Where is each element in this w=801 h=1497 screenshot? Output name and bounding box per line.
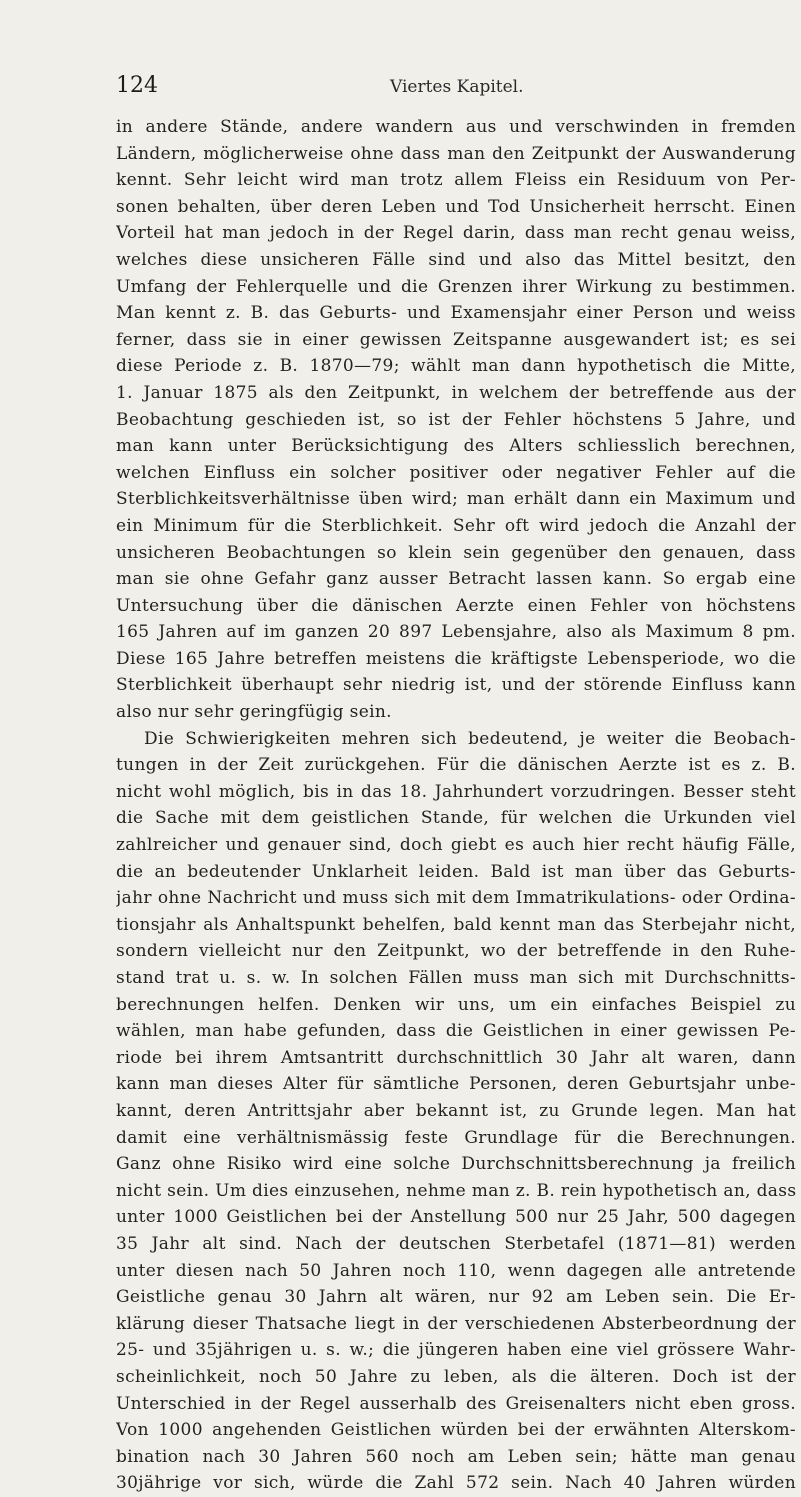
text-line: diese Periode z. B. 1870—79; wählt man dann hypothetisch die Mitte, (116, 356, 796, 377)
page-number: 124 (116, 73, 158, 98)
text-line: Man kennt z. B. das Geburts- und Examensjahr einer Person und weiss (116, 303, 796, 324)
text-line: Diese 165 Jahre betreffen meistens die kräftigste Lebensperiode, wo die (116, 648, 796, 669)
text-line: berechnungen helfen. Denken wir uns, um ein einfaches Beispiel zu (116, 994, 796, 1015)
text-line: 1. Januar 1875 als den Zeitpunkt, in welchem der betreffende aus der (116, 382, 796, 403)
text-line: welchen Einfluss ein solcher positiver oder negativer Fehler auf die (116, 462, 796, 483)
text-line: die Sache mit dem geistlichen Stande, für welchen die Urkunden viel (116, 808, 796, 829)
text-line: wählen, man habe gefunden, dass die Geistlichen in einer gewissen Pe- (116, 1021, 796, 1042)
text-line: Umfang der Fehlerquelle und die Grenzen ihrer Wirkung zu bestimmen. (116, 276, 796, 297)
text-line: Unterschied in der Regel ausserhalb des Greisenalters nicht eben gross. (116, 1393, 796, 1414)
text-line: kannt, deren Antrittsjahr aber bekannt ist, zu Grunde legen. Man hat (116, 1100, 796, 1121)
text-line: welches diese unsicheren Fälle sind und also das Mittel besitzt, den (116, 249, 796, 270)
text-line: riode bei ihrem Amtsantritt durchschnittlich 30 Jahr alt waren, dann (116, 1047, 796, 1068)
text-line: man sie ohne Gefahr ganz ausser Betracht lassen kann. So ergab eine (116, 569, 796, 590)
text-line: Ländern, möglicherweise ohne dass man den Zeitpunkt der Auswanderung (116, 143, 796, 164)
text-line: scheinlichkeit, noch 50 Jahre zu leben, als die älteren. Doch ist der (116, 1366, 796, 1387)
text-line: Untersuchung über die dänischen Aerzte einen Fehler von höchstens (116, 595, 796, 616)
text-line: die an bedeutender Unklarheit leiden. Bald ist man über das Geburts- (116, 861, 796, 882)
text-line: unsicheren Beobachtungen so klein sein gegenüber den genauen, dass (116, 542, 796, 563)
running-head: Viertes Kapitel. (390, 77, 524, 97)
text-line: sondern vielleicht nur den Zeitpunkt, wo der betreffende in den Ruhe- (116, 941, 796, 962)
text-line: damit eine verhältnismässig feste Grundlage für die Berechnungen. (116, 1127, 796, 1148)
body-text (116, 114, 796, 1497)
page-header (116, 62, 710, 96)
text-line: man kann unter Berücksichtigung des Alters schliesslich berechnen, (116, 436, 796, 457)
text-line: 165 Jahren auf im ganzen 20 897 Lebensjahre, also als Maximum 8 pm. (116, 622, 796, 643)
text-line: kennt. Sehr leicht wird man trotz allem Fleiss ein Residuum von Per- (116, 170, 796, 191)
text-line: sonen behalten, über deren Leben und Tod Unsicherheit herrscht. Einen (116, 196, 796, 217)
text-line: kann man dieses Alter für sämtliche Personen, deren Geburtsjahr unbe- (116, 1074, 796, 1095)
text-line: jahr ohne Nachricht und muss sich mit dem Immatrikulations- oder Ordina- (116, 888, 796, 909)
text-line: ferner, dass sie in einer gewissen Zeitspanne ausgewandert ist; es sei (116, 329, 796, 350)
text-line: Vorteil hat man jedoch in der Regel darin, dass man recht genau weiss, (116, 223, 796, 244)
text-line: unter diesen nach 50 Jahren noch 110, wenn dagegen alle antretende (116, 1260, 796, 1281)
text-line: in andere Stände, andere wandern aus und verschwinden in fremden (116, 117, 796, 137)
text-line: Ganz ohne Risiko wird eine solche Durchschnittsberechnung ja freilich (116, 1154, 796, 1175)
text-line: Die Schwierigkeiten mehren sich bedeutend, je weiter die Beobach- (144, 728, 796, 749)
text-line: 25- und 35jährigen u. s. w.; die jüngeren haben eine viel grössere Wahr- (116, 1340, 796, 1361)
text-line: zahlreicher und genauer sind, doch giebt es auch hier recht häufig Fälle, (116, 835, 796, 856)
text-line: 30jährige vor sich, würde die Zahl 572 sein. Nach 40 Jahren würden (116, 1473, 796, 1494)
text-line: Sterblichkeitsverhältnisse üben wird; man erhält dann ein Maximum und (116, 489, 796, 510)
text-line: nicht wohl möglich, bis in das 18. Jahrhundert vorzudringen. Besser steht (116, 781, 796, 802)
text-line: 35 Jahr alt sind. Nach der deutschen Sterbetafel (1871—81) werden (116, 1233, 796, 1254)
text-line: tungen in der Zeit zurückgehen. Für die dänischen Aerzte ist es z. B. (116, 755, 796, 776)
text-line: tionsjahr als Anhaltspunkt behelfen, bald kennt man das Sterbejahr nicht, (116, 914, 796, 935)
text-line: Von 1000 angehenden Geistlichen würden bei der erwähnten Alterskom- (116, 1420, 796, 1441)
text-line: ein Minimum für die Sterblichkeit. Sehr oft wird jedoch die Anzahl der (116, 515, 796, 536)
text-line: klärung dieser Thatsache liegt in der verschiedenen Absterbeordnung der (116, 1313, 796, 1334)
text-line: stand trat u. s. w. In solchen Fällen muss man sich mit Durchschnitts- (116, 968, 796, 988)
text-line: Beobachtung geschieden ist, so ist der Fehler höchstens 5 Jahre, und (116, 409, 796, 430)
text-line: also nur sehr geringfügig sein. (116, 702, 392, 723)
text-line: bination nach 30 Jahren 560 noch am Leben sein; hätte man genau (116, 1446, 796, 1467)
text-line: Sterblichkeit überhaupt sehr niedrig ist, und der störende Einfluss kann (116, 675, 796, 696)
text-line: Geistliche genau 30 Jahrn alt wären, nur 92 am Leben sein. Die Er- (116, 1287, 796, 1308)
text-line: unter 1000 Geistlichen bei der Anstellung 500 nur 25 Jahr, 500 dagegen (116, 1207, 796, 1228)
text-line: nicht sein. Um dies einzusehen, nehme man z. B. rein hypothetisch an, dass (116, 1180, 796, 1201)
